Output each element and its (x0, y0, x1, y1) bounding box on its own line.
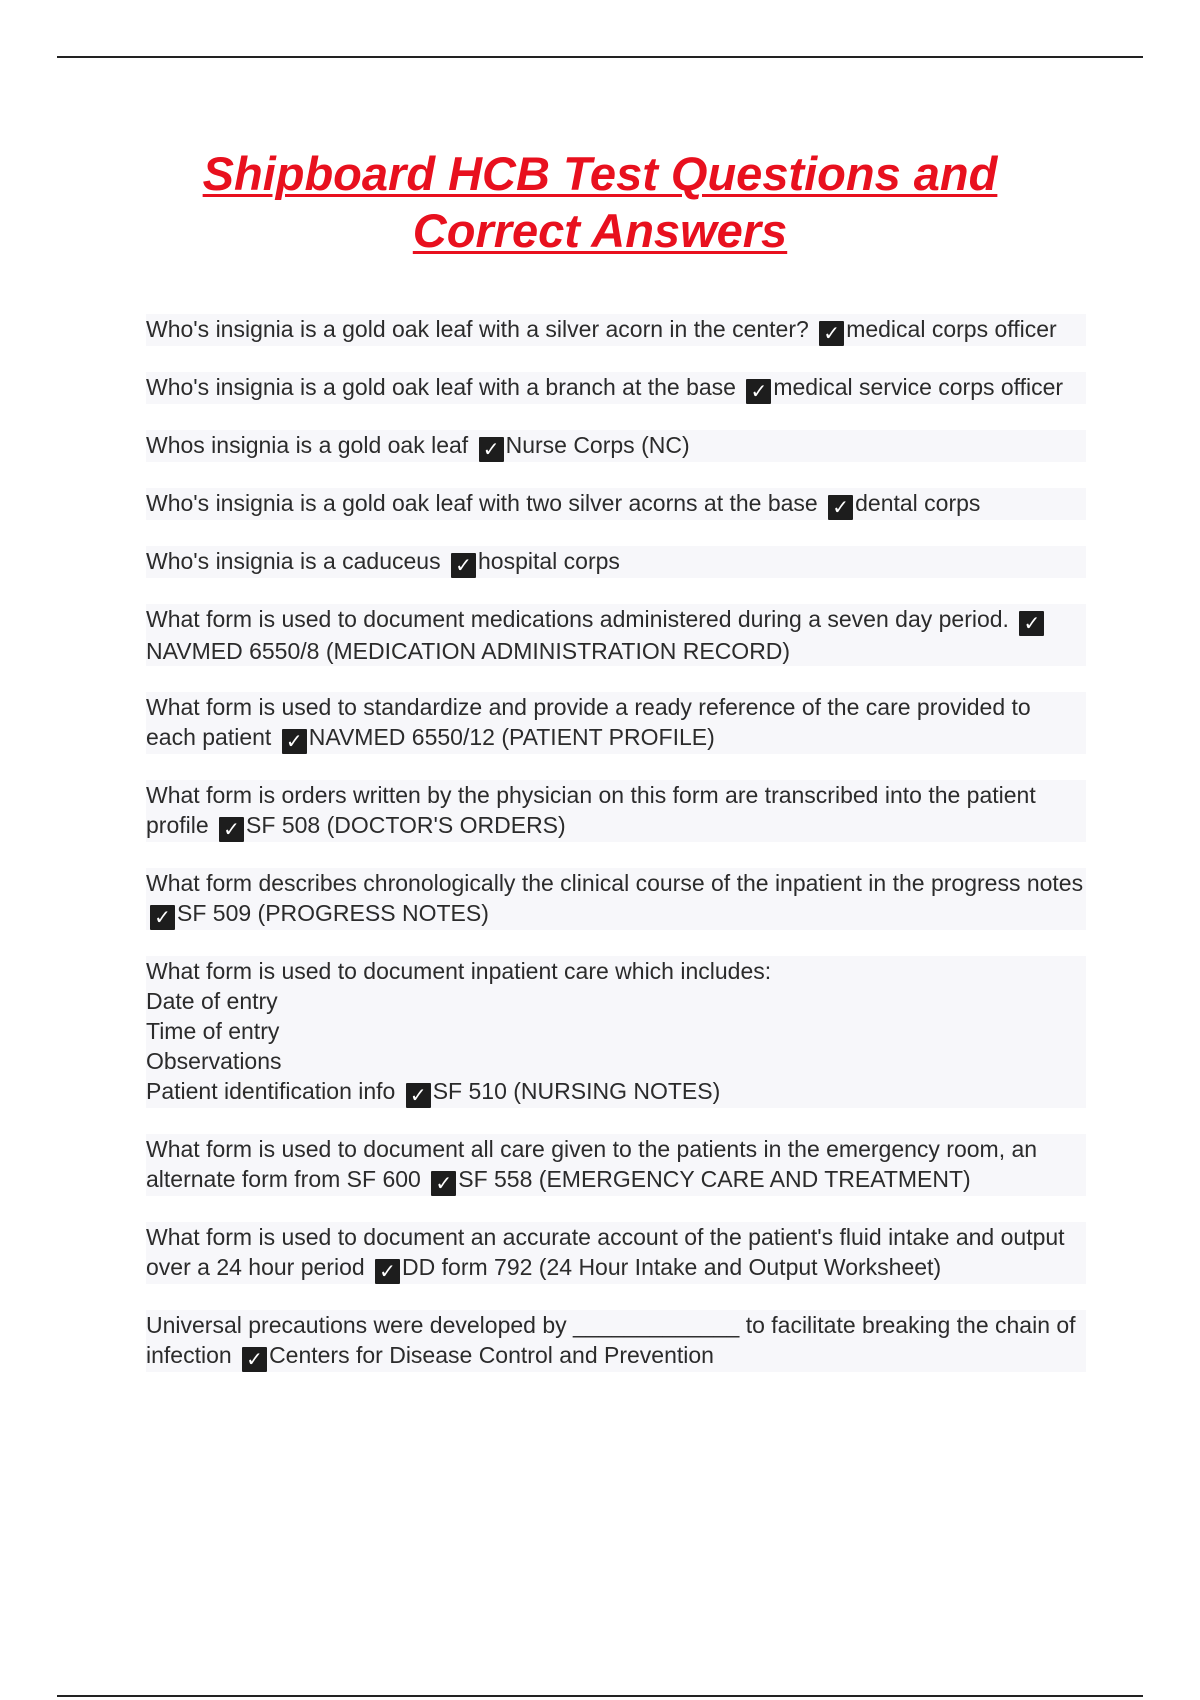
document-title: Shipboard HCB Test Questions and Correct Answers (202, 147, 998, 257)
question-text: What form is used to standardize and provide a ready reference of the care provided to each patient (146, 694, 1031, 750)
question-text: What form is orders written by the physician on this form are transcribed into the patient profile (146, 782, 1036, 838)
question-text: Who's insignia is a caduceus (146, 548, 441, 574)
qa-item (146, 1310, 1086, 1372)
question-text: What form is used to document inpatient care which includes: Date of entry Time of entry Observations Patient identification info (146, 958, 772, 1104)
check-box-icon: ✓ (150, 905, 175, 930)
qa-item (146, 868, 1086, 930)
check-box-icon: ✓ (282, 729, 307, 754)
question-text: Whos insignia is a gold oak leaf (146, 432, 469, 458)
answer-text: Nurse Corps (NC) (505, 432, 690, 458)
question-text: Universal precautions were developed by _____________ to facilitate breaking the chain of infection (146, 1312, 1076, 1368)
check-box-icon: ✓ (375, 1259, 400, 1284)
answer-text: DD form 792 (24 Hour Intake and Output Worksheet) (402, 1254, 942, 1280)
answer-text: NAVMED 6550/12 (PATIENT PROFILE) (308, 724, 715, 750)
question-text: Who's insignia is a gold oak leaf with two silver acorns at the base (146, 490, 818, 516)
qa-list (146, 314, 1086, 1398)
qa-item (146, 314, 1086, 346)
qa-item (146, 604, 1086, 666)
check-box-icon: ✓ (242, 1347, 267, 1372)
question-text: What form describes chronologically the clinical course of the inpatient in the progress notes (146, 870, 1084, 896)
qa-item (146, 372, 1086, 404)
answer-text: SF 510 (NURSING NOTES) (432, 1078, 721, 1104)
qa-item (146, 956, 1086, 1108)
check-box-icon: ✓ (828, 495, 853, 520)
answer-text: SF 558 (EMERGENCY CARE AND TREATMENT) (458, 1166, 971, 1192)
answer-text: medical service corps officer (773, 374, 1064, 400)
check-box-icon: ✓ (1019, 611, 1044, 636)
answer-text: medical corps officer (846, 316, 1057, 342)
qa-item (146, 1222, 1086, 1284)
question-text: What form is used to document medications administered during a seven day period. (146, 606, 1009, 632)
check-box-icon: ✓ (406, 1083, 431, 1108)
qa-item (146, 488, 1086, 520)
answer-text: dental corps (855, 490, 981, 516)
question-text: What form is used to document an accurate account of the patient's fluid intake and output over a 24 hour period (146, 1224, 1065, 1280)
check-box-icon: ✓ (219, 817, 244, 842)
check-box-icon: ✓ (746, 379, 771, 404)
check-box-icon: ✓ (431, 1171, 456, 1196)
bottom-divider (57, 1695, 1143, 1697)
question-text: What form is used to document all care given to the patients in the emergency room, an alternate form from SF 600 (146, 1136, 1038, 1192)
question-text: Who's insignia is a gold oak leaf with a silver acorn in the center? (146, 316, 809, 342)
qa-item (146, 692, 1086, 754)
answer-text: SF 509 (PROGRESS NOTES) (177, 900, 489, 926)
qa-item (146, 780, 1086, 842)
qa-item (146, 546, 1086, 578)
check-box-icon: ✓ (479, 437, 504, 462)
qa-item (146, 1134, 1086, 1196)
answer-text: SF 508 (DOCTOR'S ORDERS) (246, 812, 566, 838)
qa-item (146, 430, 1086, 462)
title-block (0, 145, 1200, 259)
answer-text: Centers for Disease Control and Prevention (269, 1342, 714, 1368)
top-divider (57, 56, 1143, 58)
answer-text: hospital corps (478, 548, 620, 574)
question-text: Who's insignia is a gold oak leaf with a branch at the base (146, 374, 736, 400)
check-box-icon: ✓ (819, 321, 844, 346)
check-box-icon: ✓ (451, 553, 476, 578)
answer-text: NAVMED 6550/8 (MEDICATION ADMINISTRATION RECORD) (146, 638, 791, 664)
